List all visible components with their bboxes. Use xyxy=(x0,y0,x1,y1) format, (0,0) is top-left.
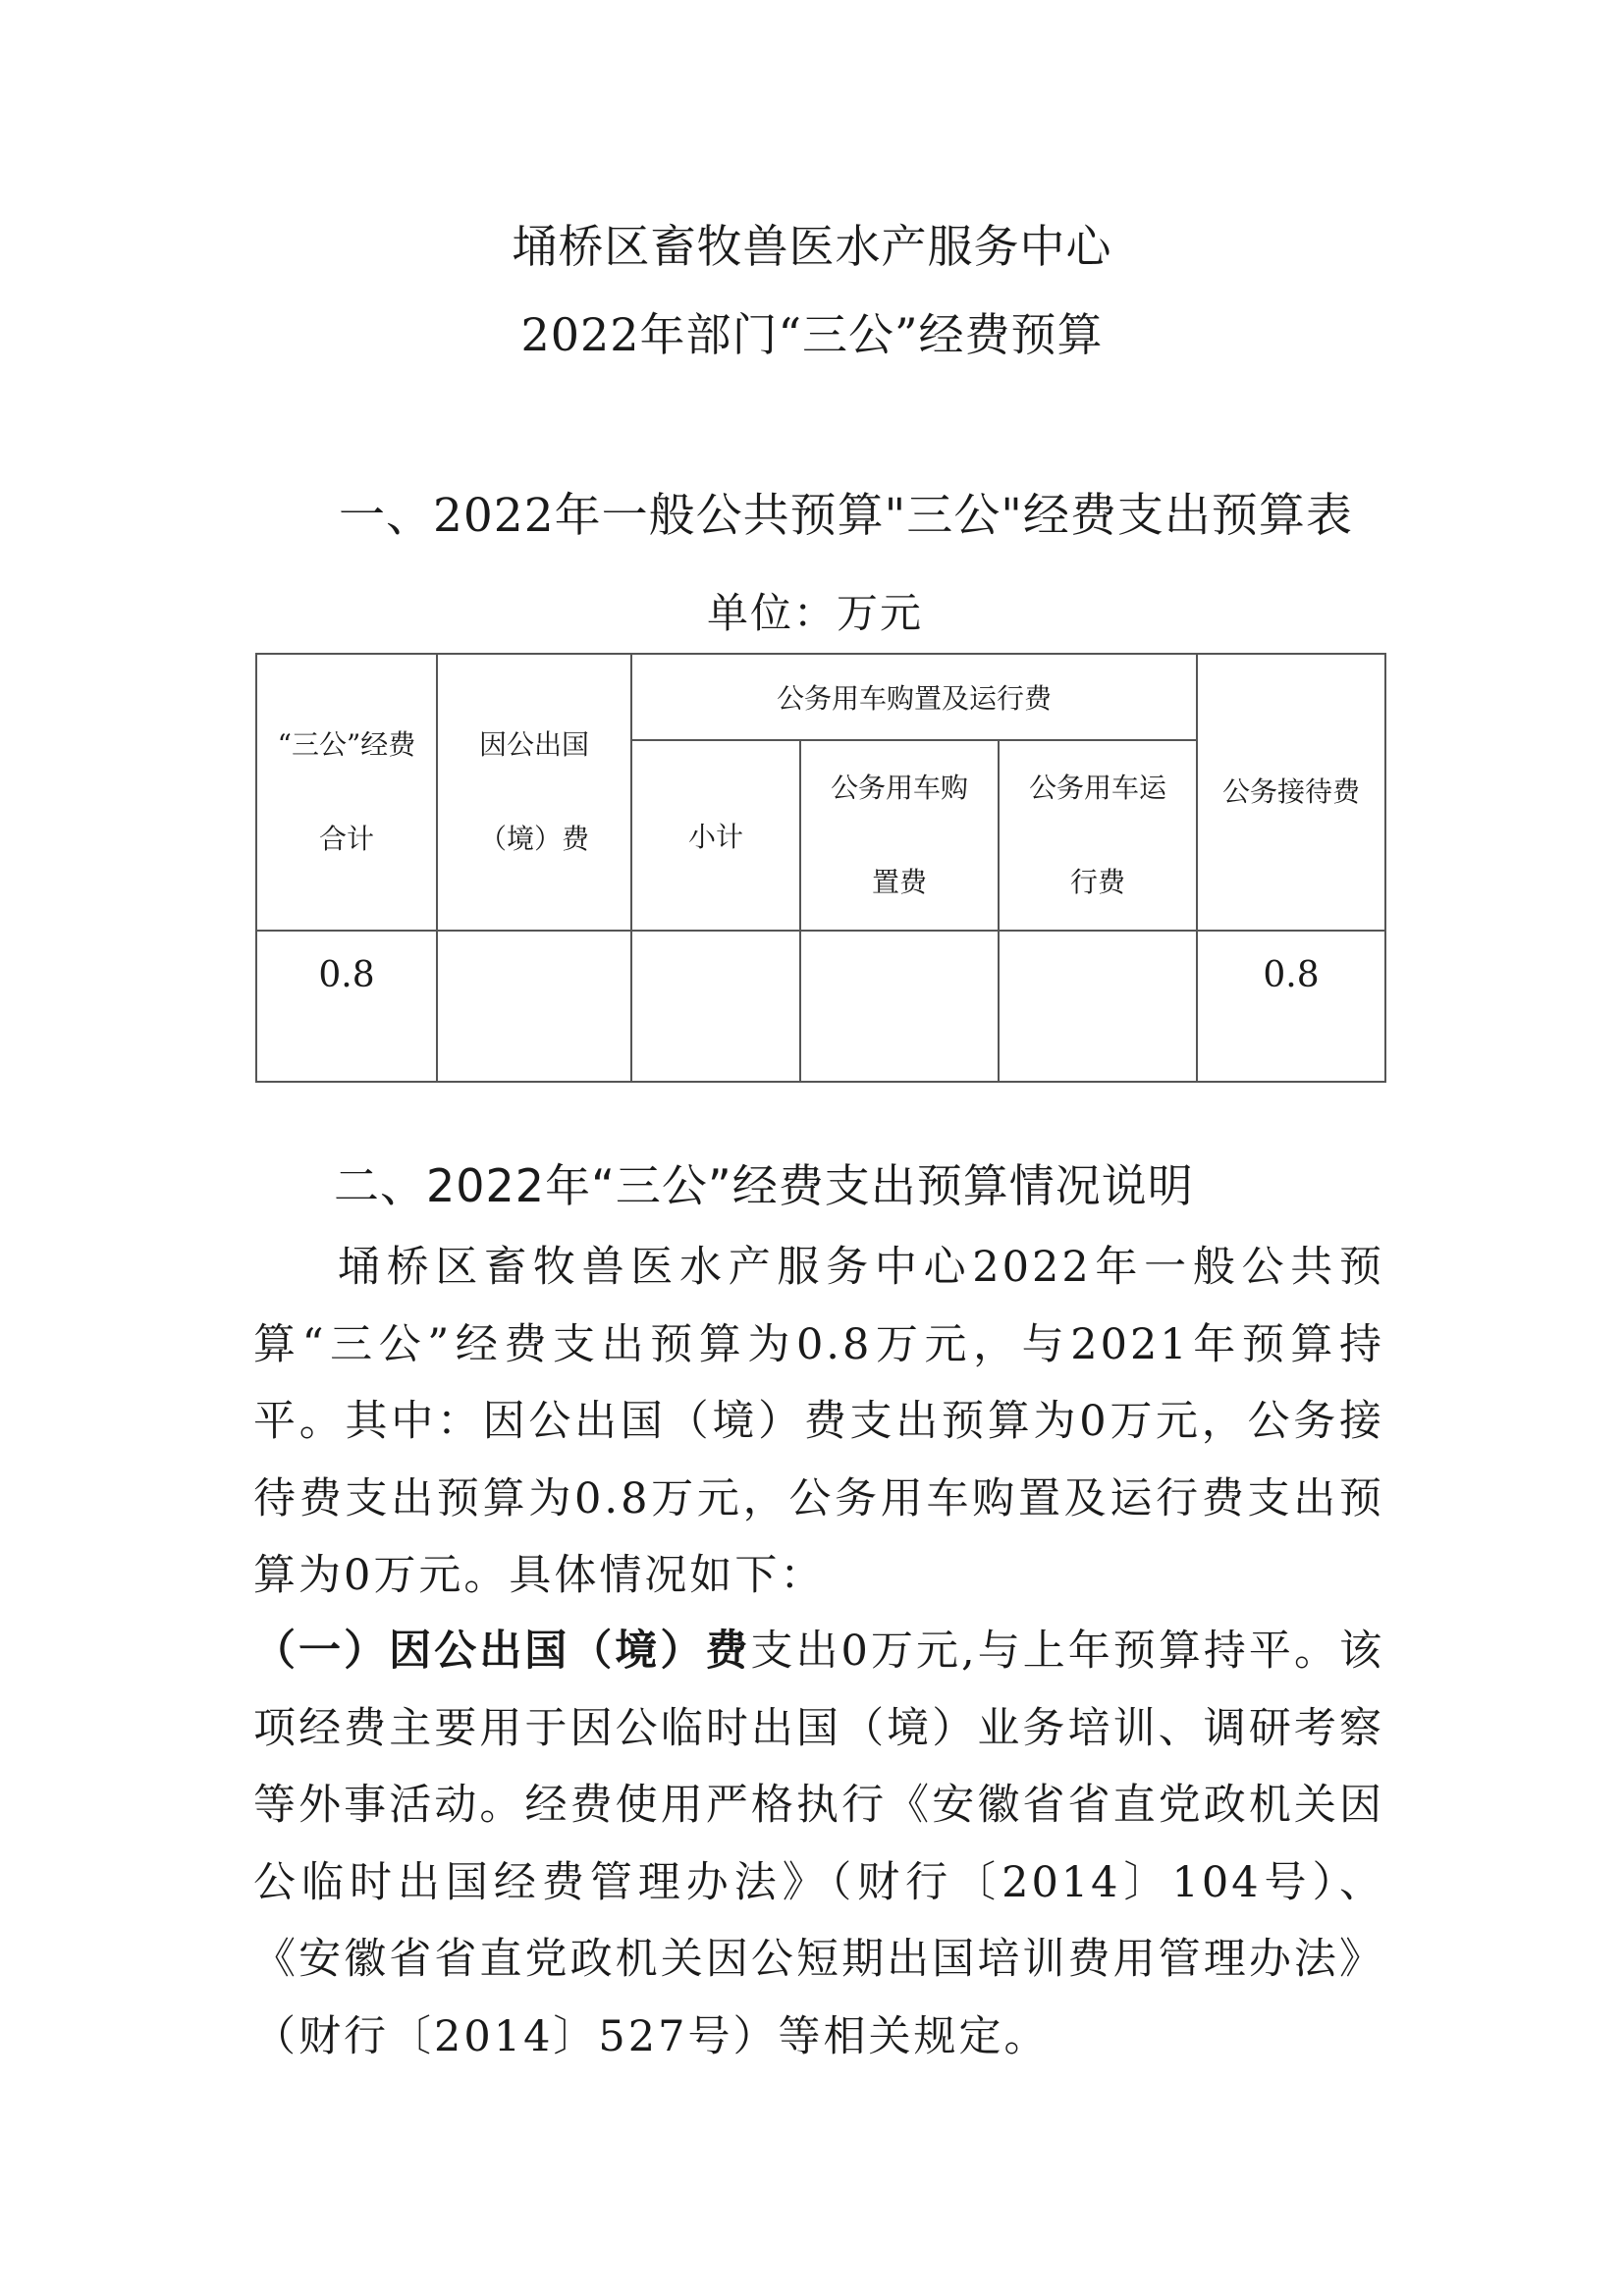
section-2-heading: 二、2022年“三公”经费支出预算情况说明 xyxy=(334,1159,1194,1212)
value-vehicle-operation xyxy=(999,931,1197,1082)
value-total: 0.8 xyxy=(256,931,437,1082)
document-subtitle: 2022年部门“三公”经费预算 xyxy=(520,308,1104,361)
header-abroad: 因公出国（境）费 xyxy=(437,654,631,931)
section-1-heading: 一、2022年一般公共预算"三公"经费支出预算表 xyxy=(339,489,1353,543)
value-reception: 0.8 xyxy=(1197,931,1385,1082)
table-header-row xyxy=(256,654,1385,740)
value-abroad xyxy=(437,931,631,1082)
abroad-expense-text: 支出0万元,与上年预算持平。该项经费主要用于因公临时出国（境）业务培训、调研考察等外事活动。经费使用严格执行《安徽省省直党政机关因公临时出国经费管理办法》（财行〔2014〕104号）、《安徽省省直党政机关因公短期出国培训费用管理办法》（财行〔2014〕527号）等相关规定。 xyxy=(253,1627,1385,2061)
table-row xyxy=(256,931,1385,1082)
header-vehicle-group: 公务用车购置及运行费 xyxy=(631,654,1197,740)
abroad-expense-paragraph xyxy=(253,1613,1384,2075)
value-vehicle-subtotal xyxy=(631,931,800,1082)
explanation-paragraph: 埇桥区畜牧兽医水产服务中心2022年一般公共预算“三公”经费支出预算为0.8万元，与2021年预算持平。其中：因公出国（境）费支出预算为0万元，公务接待费支出预算为0.8万元，公务用车购置及运行费支出预算为0万元。具体情况如下： xyxy=(253,1243,1384,1600)
budget-table xyxy=(255,653,1386,1083)
header-vehicle-subtotal: 小计 xyxy=(631,740,800,931)
document-title: 埇桥区畜牧兽医水产服务中心 xyxy=(512,220,1112,273)
value-vehicle-purchase xyxy=(800,931,999,1082)
abroad-expense-label: （一）因公出国（境）费 xyxy=(253,1627,751,1676)
header-vehicle-purchase: 公务用车购置费 xyxy=(800,740,999,931)
header-reception: 公务接待费 xyxy=(1197,654,1385,931)
header-total: “三公”经费合计 xyxy=(256,654,437,931)
unit-label: 单位：万元 xyxy=(707,589,924,637)
header-vehicle-operation: 公务用车运行费 xyxy=(999,740,1197,931)
